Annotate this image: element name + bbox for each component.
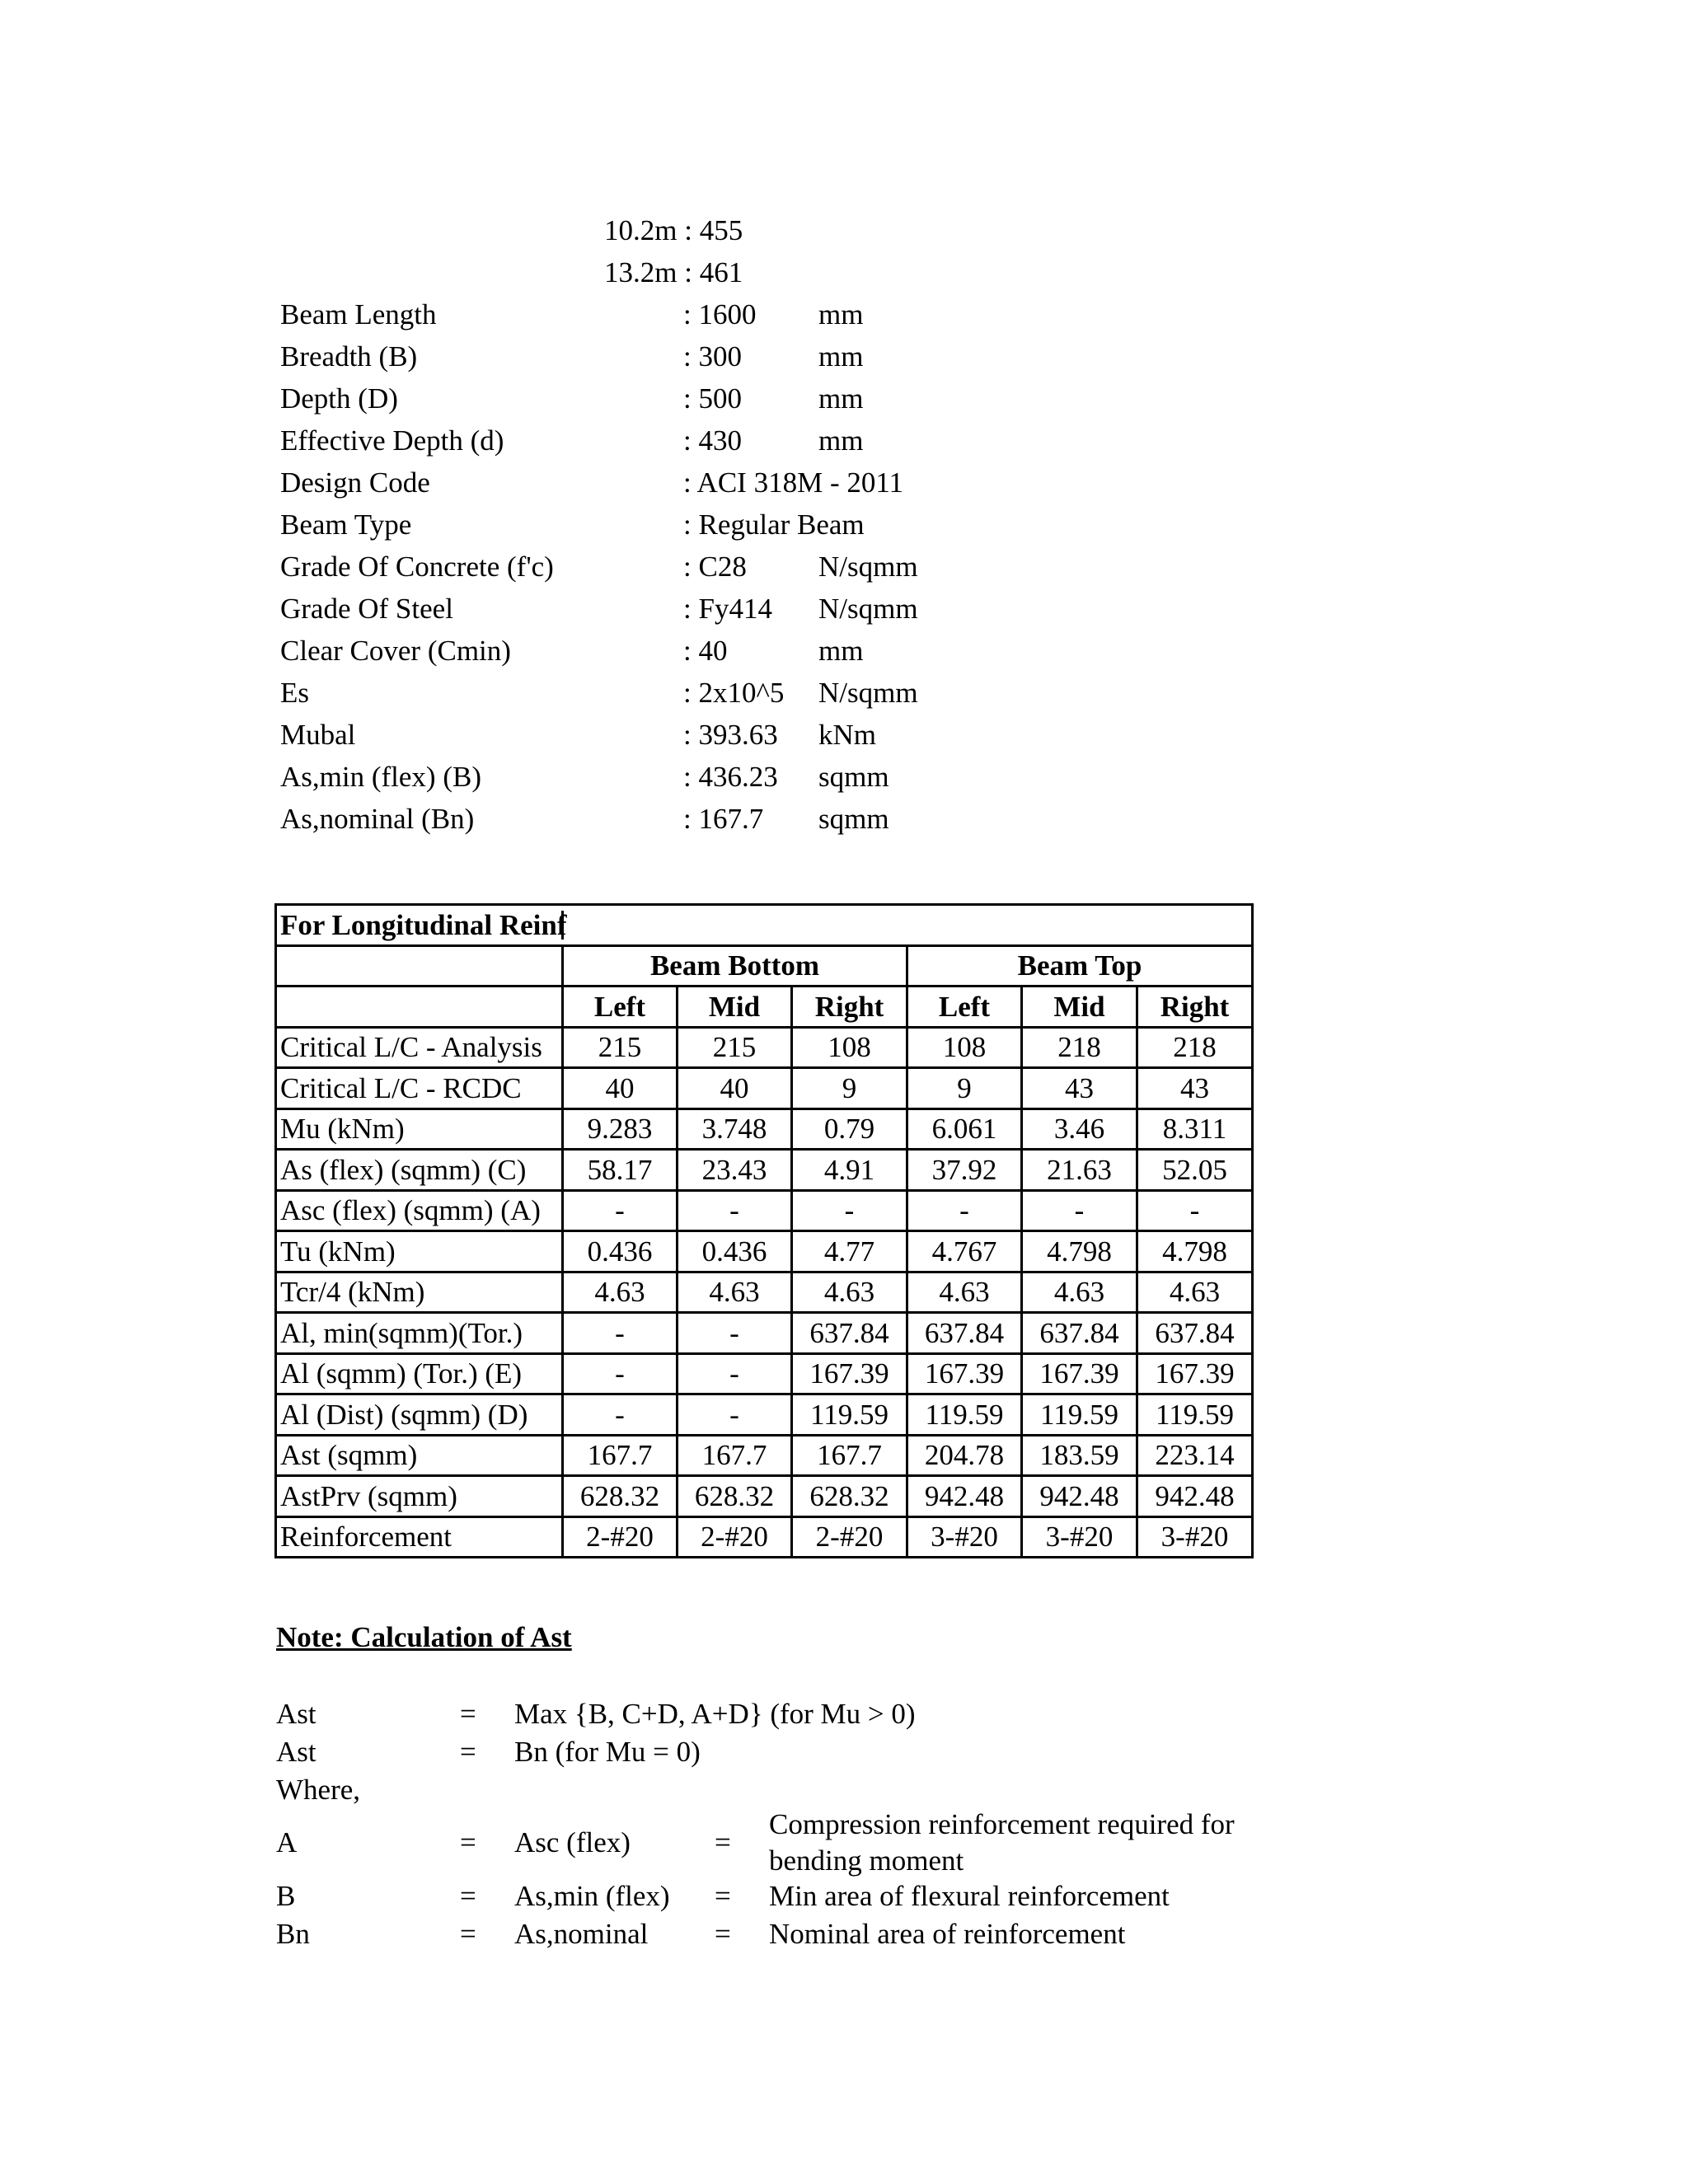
table-row: [276, 1394, 1253, 1436]
table-cell: 167.7: [563, 1435, 678, 1476]
table-row: [276, 1435, 1253, 1476]
param-value: : ACI 318M - 2011: [683, 466, 904, 499]
row-label: Al (Dist) (sqmm) (D): [276, 1394, 563, 1436]
table-cell: -: [563, 1353, 678, 1394]
param-label: Depth (D): [280, 382, 398, 415]
table-cell: 52.05: [1137, 1150, 1253, 1191]
table-row: [276, 1027, 1253, 1068]
table-cell: -: [563, 1313, 678, 1354]
length-ref-2: 13.2m : 461: [604, 256, 743, 288]
table-cell: 628.32: [563, 1476, 678, 1517]
table-cell: 3.748: [678, 1108, 792, 1150]
table-cell: 218: [1022, 1027, 1137, 1068]
table-cell: -: [678, 1394, 792, 1436]
table-cell: 628.32: [792, 1476, 907, 1517]
def-desc-line2: bending moment: [769, 1844, 964, 1877]
table-cell: 215: [678, 1027, 792, 1068]
table-body: [276, 1027, 1253, 1558]
table-cell: 108: [792, 1027, 907, 1068]
formula-rhs: Max {B, C+D, A+D} (for Mu > 0): [514, 1698, 916, 1730]
row-label: As (flex) (sqmm) (C): [276, 1150, 563, 1191]
param-unit: sqmm: [818, 803, 889, 835]
table-cell: 0.79: [792, 1108, 907, 1150]
note-title: Note: Calculation of Ast: [276, 1621, 572, 1653]
row-label: Al (sqmm) (Tor.) (E): [276, 1353, 563, 1394]
header-blank: [276, 945, 563, 987]
param-unit: mm: [818, 298, 864, 330]
table-row: [276, 1476, 1253, 1517]
param-value: : Fy414: [683, 593, 772, 625]
row-label: Mu (kNm): [276, 1108, 563, 1150]
table-cell: 4.63: [678, 1272, 792, 1313]
param-value: : 393.63: [683, 719, 778, 751]
table-cell: -: [678, 1190, 792, 1231]
param-label: Beam Type: [280, 509, 412, 541]
where-label: Where,: [276, 1774, 361, 1806]
header-right: Right: [792, 987, 907, 1028]
header-blank: [276, 987, 563, 1028]
table-cell: 23.43: [678, 1150, 792, 1191]
def-desc-line1: Min area of flexural reinforcement: [769, 1880, 1170, 1912]
table-cell: 637.84: [792, 1313, 907, 1354]
table-cell: 942.48: [907, 1476, 1022, 1517]
table-row: [276, 1068, 1253, 1109]
param-unit: N/sqmm: [818, 551, 918, 583]
param-label: Beam Length: [280, 298, 437, 330]
header-mid: Mid: [678, 987, 792, 1028]
row-label: AstPrv (sqmm): [276, 1476, 563, 1517]
table-cell: 637.84: [1137, 1313, 1253, 1354]
table-cell: 167.39: [792, 1353, 907, 1394]
header-beam-bottom: Beam Bottom: [563, 945, 907, 987]
table-cell: -: [678, 1353, 792, 1394]
row-label: Asc (flex) (sqmm) (A): [276, 1190, 563, 1231]
table-cell: 58.17: [563, 1150, 678, 1191]
table-cell: 4.63: [1137, 1272, 1253, 1313]
table-cell: 119.59: [792, 1394, 907, 1436]
table-cell: 3-#20: [907, 1516, 1022, 1558]
table-cell: 4.767: [907, 1231, 1022, 1272]
row-label: Critical L/C - Analysis: [276, 1027, 563, 1068]
table-cell: 4.77: [792, 1231, 907, 1272]
param-value: : 1600: [683, 298, 757, 330]
param-unit: N/sqmm: [818, 593, 918, 625]
param-label: Es: [280, 677, 309, 709]
table-row: [276, 1150, 1253, 1191]
table-cell: 628.32: [678, 1476, 792, 1517]
table-cell: 21.63: [1022, 1150, 1137, 1191]
table-cell: 43: [1022, 1068, 1137, 1109]
param-value: : Regular Beam: [683, 509, 865, 541]
longitudinal-reinf-table: [274, 903, 1254, 1558]
table-row: [276, 1190, 1253, 1231]
table-cell: 2-#20: [678, 1516, 792, 1558]
table-cell: -: [563, 1190, 678, 1231]
table-cell: 183.59: [1022, 1435, 1137, 1476]
def-eq: =: [460, 1918, 476, 1950]
table-cell: 4.63: [792, 1272, 907, 1313]
table-cell: 637.84: [1022, 1313, 1137, 1354]
row-label: Al, min(sqmm)(Tor.): [276, 1313, 563, 1354]
table-cell: 4.798: [1137, 1231, 1253, 1272]
table-cell: 204.78: [907, 1435, 1022, 1476]
table-cell: 43: [1137, 1068, 1253, 1109]
formula-lhs: Ast: [276, 1698, 316, 1730]
def-eq2: =: [715, 1880, 731, 1912]
formula-lhs: Ast: [276, 1736, 316, 1768]
table-cell: 8.311: [1137, 1108, 1253, 1150]
table-cell: 3.46: [1022, 1108, 1137, 1150]
def-term: As,min (flex): [514, 1880, 670, 1912]
param-unit: mm: [818, 382, 864, 415]
table-cell: -: [678, 1313, 792, 1354]
table-cell: 167.7: [792, 1435, 907, 1476]
row-label: Tcr/4 (kNm): [276, 1272, 563, 1313]
table-cell: 37.92: [907, 1150, 1022, 1191]
param-label: Mubal: [280, 719, 356, 751]
def-eq: =: [460, 1880, 476, 1912]
table-cell: 167.7: [678, 1435, 792, 1476]
param-unit: N/sqmm: [818, 677, 918, 709]
table-row: [276, 1272, 1253, 1313]
table-cell: 9.283: [563, 1108, 678, 1150]
param-label: Grade Of Concrete (f'c): [280, 551, 554, 583]
table-cell: 40: [563, 1068, 678, 1109]
param-label: Grade Of Steel: [280, 593, 453, 625]
def-desc-line1: Nominal area of reinforcement: [769, 1918, 1126, 1950]
param-label: As,nominal (Bn): [280, 803, 475, 835]
table-row: [276, 1353, 1253, 1394]
param-label: Effective Depth (d): [280, 424, 504, 457]
row-label: Reinforcement: [276, 1516, 563, 1558]
param-label: Breadth (B): [280, 340, 418, 373]
formula-eq: =: [460, 1698, 476, 1730]
table-cell: 119.59: [907, 1394, 1022, 1436]
formula-eq: =: [460, 1736, 476, 1768]
table-cell: -: [1022, 1190, 1137, 1231]
def-symbol: A: [276, 1826, 298, 1858]
table-cell: 4.798: [1022, 1231, 1137, 1272]
table-cell: 3-#20: [1022, 1516, 1137, 1558]
param-value: : 430: [683, 424, 742, 457]
length-ref-1: 10.2m : 455: [604, 214, 743, 246]
def-term: As,nominal: [514, 1918, 649, 1950]
table-row: [276, 1516, 1253, 1558]
param-value: : 300: [683, 340, 742, 373]
table-cell: 942.48: [1137, 1476, 1253, 1517]
param-label: Clear Cover (Cmin): [280, 635, 511, 667]
def-symbol: B: [276, 1880, 296, 1912]
param-label: As,min (flex) (B): [280, 761, 481, 793]
table-cell: 9: [907, 1068, 1022, 1109]
def-desc-line1: Compression reinforcement required for: [769, 1808, 1235, 1840]
table-cell: -: [1137, 1190, 1253, 1231]
param-value: : 167.7: [683, 803, 764, 835]
param-value: : C28: [683, 551, 747, 583]
param-value: : 500: [683, 382, 742, 415]
param-value: : 40: [683, 635, 728, 667]
header-right: Right: [1137, 987, 1253, 1028]
table-cell: 167.39: [1137, 1353, 1253, 1394]
table-cell: -: [563, 1394, 678, 1436]
def-eq2: =: [715, 1826, 731, 1858]
table-cell: 4.91: [792, 1150, 907, 1191]
table-cell: 6.061: [907, 1108, 1022, 1150]
table-cell: -: [792, 1190, 907, 1231]
table-cell: 2-#20: [563, 1516, 678, 1558]
param-value: : 436.23: [683, 761, 778, 793]
table-cell: 0.436: [563, 1231, 678, 1272]
table-cell: 218: [1137, 1027, 1253, 1068]
table-row: [276, 1231, 1253, 1272]
table-cell: 215: [563, 1027, 678, 1068]
row-label: Ast (sqmm): [276, 1435, 563, 1476]
table-cell: 40: [678, 1068, 792, 1109]
formula-rhs: Bn (for Mu = 0): [514, 1736, 701, 1768]
row-label: Tu (kNm): [276, 1231, 563, 1272]
table-cell: 119.59: [1022, 1394, 1137, 1436]
param-unit: mm: [818, 424, 864, 457]
sub-header-row: [276, 987, 1253, 1028]
table-cell: 223.14: [1137, 1435, 1253, 1476]
def-term: Asc (flex): [514, 1826, 631, 1858]
table-cell: 119.59: [1137, 1394, 1253, 1436]
header-left: Left: [907, 987, 1022, 1028]
table-cell: 4.63: [563, 1272, 678, 1313]
table-cell: 2-#20: [792, 1516, 907, 1558]
param-unit: mm: [818, 340, 864, 373]
header-mid: Mid: [1022, 987, 1137, 1028]
param-value: : 2x10^5: [683, 677, 785, 709]
table-cell: 942.48: [1022, 1476, 1137, 1517]
table-row: [276, 1313, 1253, 1354]
group-header-row: [276, 945, 1253, 987]
def-symbol: Bn: [276, 1918, 310, 1950]
def-eq2: =: [715, 1918, 731, 1950]
table-title: [276, 905, 1253, 946]
table-title-text: For Longitudinal Reinf: [280, 908, 567, 941]
table-cell: 3-#20: [1137, 1516, 1253, 1558]
table-title-row: [276, 905, 1253, 946]
param-unit: kNm: [818, 719, 876, 751]
def-eq: =: [460, 1826, 476, 1858]
table-cell: 4.63: [907, 1272, 1022, 1313]
param-label: Design Code: [280, 466, 430, 499]
table-row: [276, 1108, 1253, 1150]
table-cell: 637.84: [907, 1313, 1022, 1354]
table-cell: -: [907, 1190, 1022, 1231]
table-cell: 4.63: [1022, 1272, 1137, 1313]
table-cell: 0.436: [678, 1231, 792, 1272]
row-label: Critical L/C - RCDC: [276, 1068, 563, 1109]
table-cell: 108: [907, 1027, 1022, 1068]
param-unit: mm: [818, 635, 864, 667]
param-unit: sqmm: [818, 761, 889, 793]
table-cell: 9: [792, 1068, 907, 1109]
header-beam-top: Beam Top: [907, 945, 1253, 987]
header-left: Left: [563, 987, 678, 1028]
table-cell: 167.39: [1022, 1353, 1137, 1394]
table-cell: 167.39: [907, 1353, 1022, 1394]
